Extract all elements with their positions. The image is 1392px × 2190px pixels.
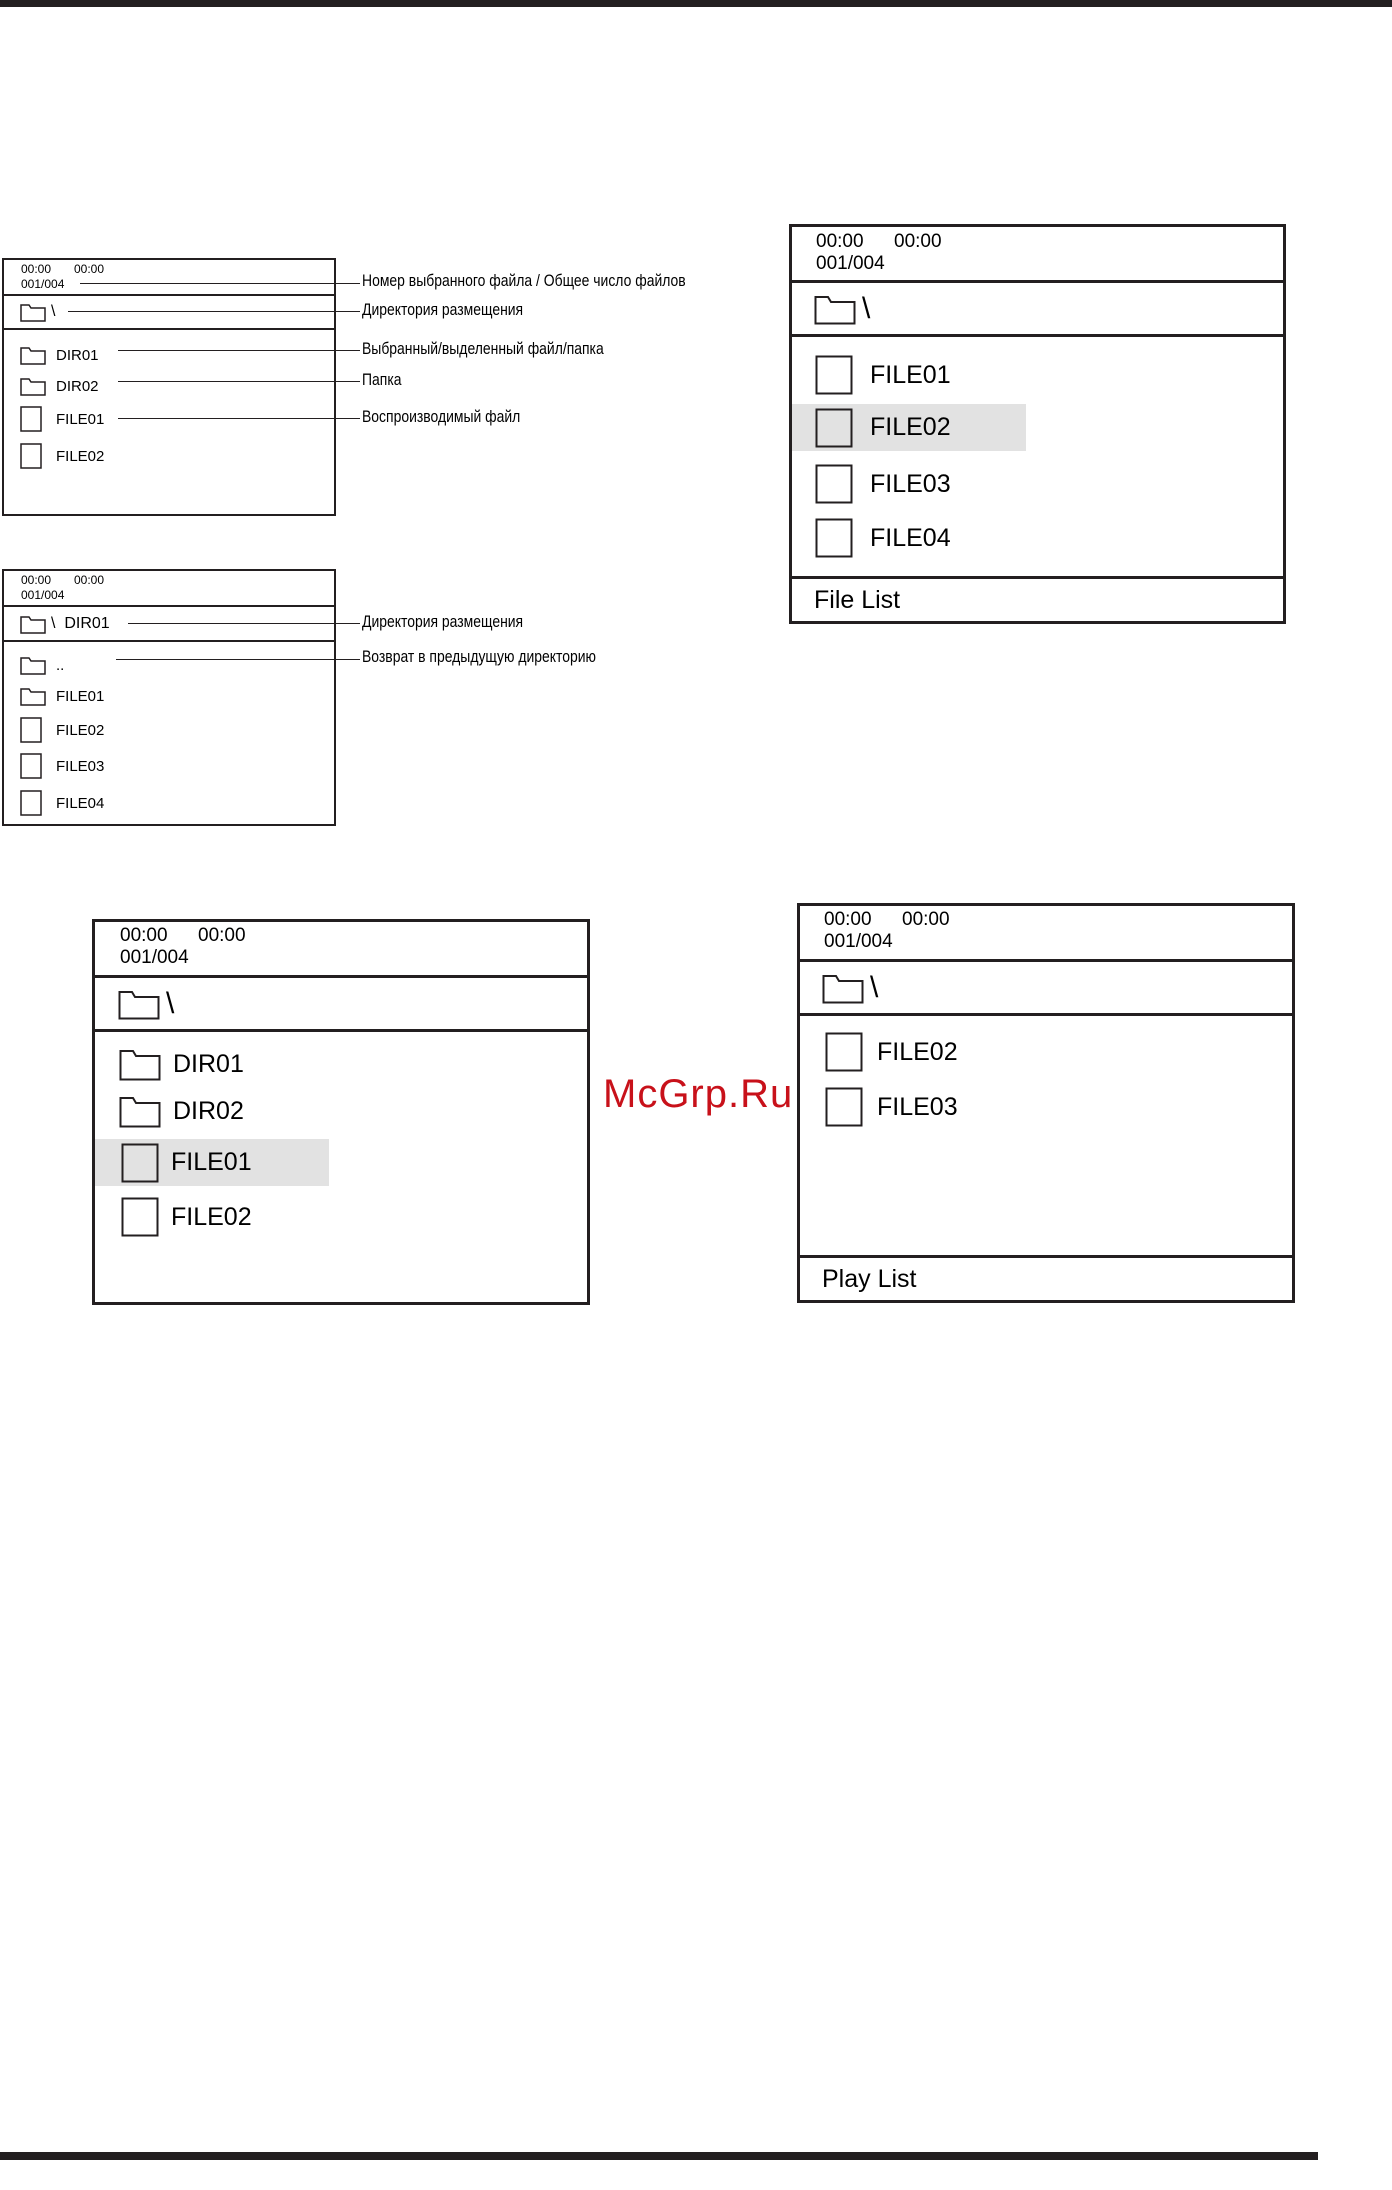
leader-line [68, 311, 360, 312]
folder-icon [20, 376, 46, 396]
annotation-selected: Выбранный/выделенный файл/папка [362, 339, 604, 358]
item-label: DIR02 [56, 377, 99, 395]
file-list-screen [789, 224, 1286, 624]
annotation-go-up: Возврат в предыдущую директорию [362, 647, 597, 666]
play-list-time-elapsed: 00:00 [824, 909, 872, 930]
bottom-rule [0, 2152, 1318, 2160]
item-label: FILE01 [56, 687, 105, 705]
watermark: McGrp.Ru [603, 1072, 794, 1116]
browser-path: \ [166, 986, 175, 1020]
file-icon [121, 1197, 159, 1237]
file-list-footer-label: File List [814, 585, 901, 614]
list-item-selected[interactable] [95, 1139, 329, 1186]
item-label: .. [56, 656, 65, 674]
diagram1-path-bar [4, 296, 334, 330]
list-item[interactable] [20, 788, 104, 818]
file-icon [825, 1032, 863, 1072]
file-icon [121, 1143, 159, 1183]
file-list-time-elapsed: 00:00 [816, 231, 864, 252]
play-list-counter: 001/004 [824, 931, 893, 952]
leader-line [116, 659, 360, 660]
browser-path-bar [95, 978, 587, 1032]
diagram2-panel [2, 569, 336, 826]
item-label: FILE02 [877, 1037, 958, 1066]
diagram2-time-total: 00:00 [74, 573, 105, 587]
file-icon [20, 406, 42, 432]
folder-icon [118, 988, 160, 1020]
folder-icon [20, 655, 46, 675]
item-label: FILE02 [56, 721, 105, 739]
item-label: DIR01 [173, 1049, 244, 1078]
annotation-folder: Папка [362, 370, 402, 389]
browser-header [95, 922, 587, 978]
file-icon [20, 443, 42, 469]
folder-icon [119, 1094, 161, 1128]
list-item[interactable] [825, 1029, 958, 1075]
item-label: FILE03 [877, 1092, 958, 1121]
annotation-file-counter: Номер выбранного файла / Общее число файлов [362, 271, 686, 290]
folder-icon [20, 302, 46, 322]
top-rule [0, 0, 1392, 7]
annotation-playing-file: Воспроизводимый файл [362, 407, 521, 426]
list-item[interactable] [121, 1194, 252, 1240]
play-list-header [800, 906, 1292, 962]
folder-icon [822, 972, 864, 1004]
file-icon [815, 518, 853, 558]
annotation-location: Директория размещения [362, 612, 524, 631]
play-list-path-bar [800, 962, 1292, 1016]
file-icon [20, 717, 42, 743]
file-icon [815, 408, 853, 448]
file-icon [815, 355, 853, 395]
folder-icon [119, 1047, 161, 1081]
leader-line [80, 283, 360, 284]
diagram1-path: \ [51, 303, 56, 320]
list-item[interactable] [20, 371, 99, 401]
item-label: FILE02 [171, 1202, 252, 1231]
list-item[interactable] [20, 340, 99, 370]
diagram1-time-elapsed: 00:00 [21, 262, 52, 276]
list-item[interactable] [119, 1089, 244, 1133]
list-item[interactable] [119, 1042, 244, 1086]
leader-line [118, 350, 360, 351]
file-icon [815, 464, 853, 504]
browser-time-elapsed: 00:00 [120, 925, 168, 946]
diagram1-file-counter: 001/004 [21, 277, 65, 291]
annotation-location: Директория размещения [362, 300, 524, 319]
diagram2-file-counter: 001/004 [21, 588, 65, 602]
play-list-path: \ [870, 970, 879, 1004]
item-label: FILE02 [56, 447, 105, 465]
file-list-footer [792, 576, 1283, 621]
play-list-screen [797, 903, 1295, 1303]
play-list-footer [800, 1255, 1292, 1300]
list-item[interactable] [815, 515, 951, 561]
folder-icon [20, 345, 46, 365]
list-item[interactable] [815, 461, 951, 507]
file-list-path-bar [792, 283, 1283, 337]
diagram1-header [4, 260, 334, 296]
play-list-time-total: 00:00 [902, 909, 950, 930]
item-label: DIR02 [173, 1096, 244, 1125]
list-item[interactable] [20, 441, 104, 471]
diagram2-path-bar [4, 607, 334, 642]
item-label: FILE01 [870, 360, 951, 389]
diagram2-time-elapsed: 00:00 [21, 573, 52, 587]
file-icon [825, 1087, 863, 1127]
list-item[interactable] [825, 1084, 958, 1130]
browser-time-total: 00:00 [198, 925, 246, 946]
item-label: FILE03 [56, 757, 105, 775]
item-label: FILE01 [171, 1148, 252, 1176]
folder-icon [20, 686, 46, 706]
browser-counter: 001/004 [120, 947, 189, 968]
list-item-selected[interactable] [792, 404, 1026, 451]
item-label: FILE04 [870, 523, 951, 552]
list-item[interactable] [815, 352, 951, 398]
folder-icon [814, 293, 856, 325]
list-item[interactable] [20, 404, 104, 434]
diagram2-path: \ DIR01 [51, 614, 110, 632]
file-list-counter: 001/004 [816, 253, 885, 274]
leader-line [128, 623, 360, 624]
folder-icon [20, 614, 46, 634]
diagram2-header [4, 571, 334, 607]
list-item[interactable] [20, 715, 104, 745]
file-list-time-total: 00:00 [894, 231, 942, 252]
item-label: FILE03 [870, 469, 951, 498]
list-item[interactable] [20, 682, 104, 710]
item-label: DIR01 [56, 346, 99, 364]
file-list-path: \ [862, 291, 871, 325]
file-list-header [792, 227, 1283, 283]
leader-line [118, 381, 360, 382]
item-label: FILE04 [56, 794, 105, 812]
item-label: FILE02 [870, 413, 951, 441]
list-item[interactable] [20, 751, 104, 781]
diagram1-panel [2, 258, 336, 516]
item-label: FILE01 [56, 410, 105, 428]
file-icon [20, 753, 42, 779]
diagram1-time-total: 00:00 [74, 262, 105, 276]
play-list-footer-label: Play List [822, 1264, 917, 1293]
file-icon [20, 790, 42, 816]
leader-line [118, 418, 360, 419]
list-item[interactable] [20, 651, 64, 679]
browser-screen [92, 919, 590, 1305]
